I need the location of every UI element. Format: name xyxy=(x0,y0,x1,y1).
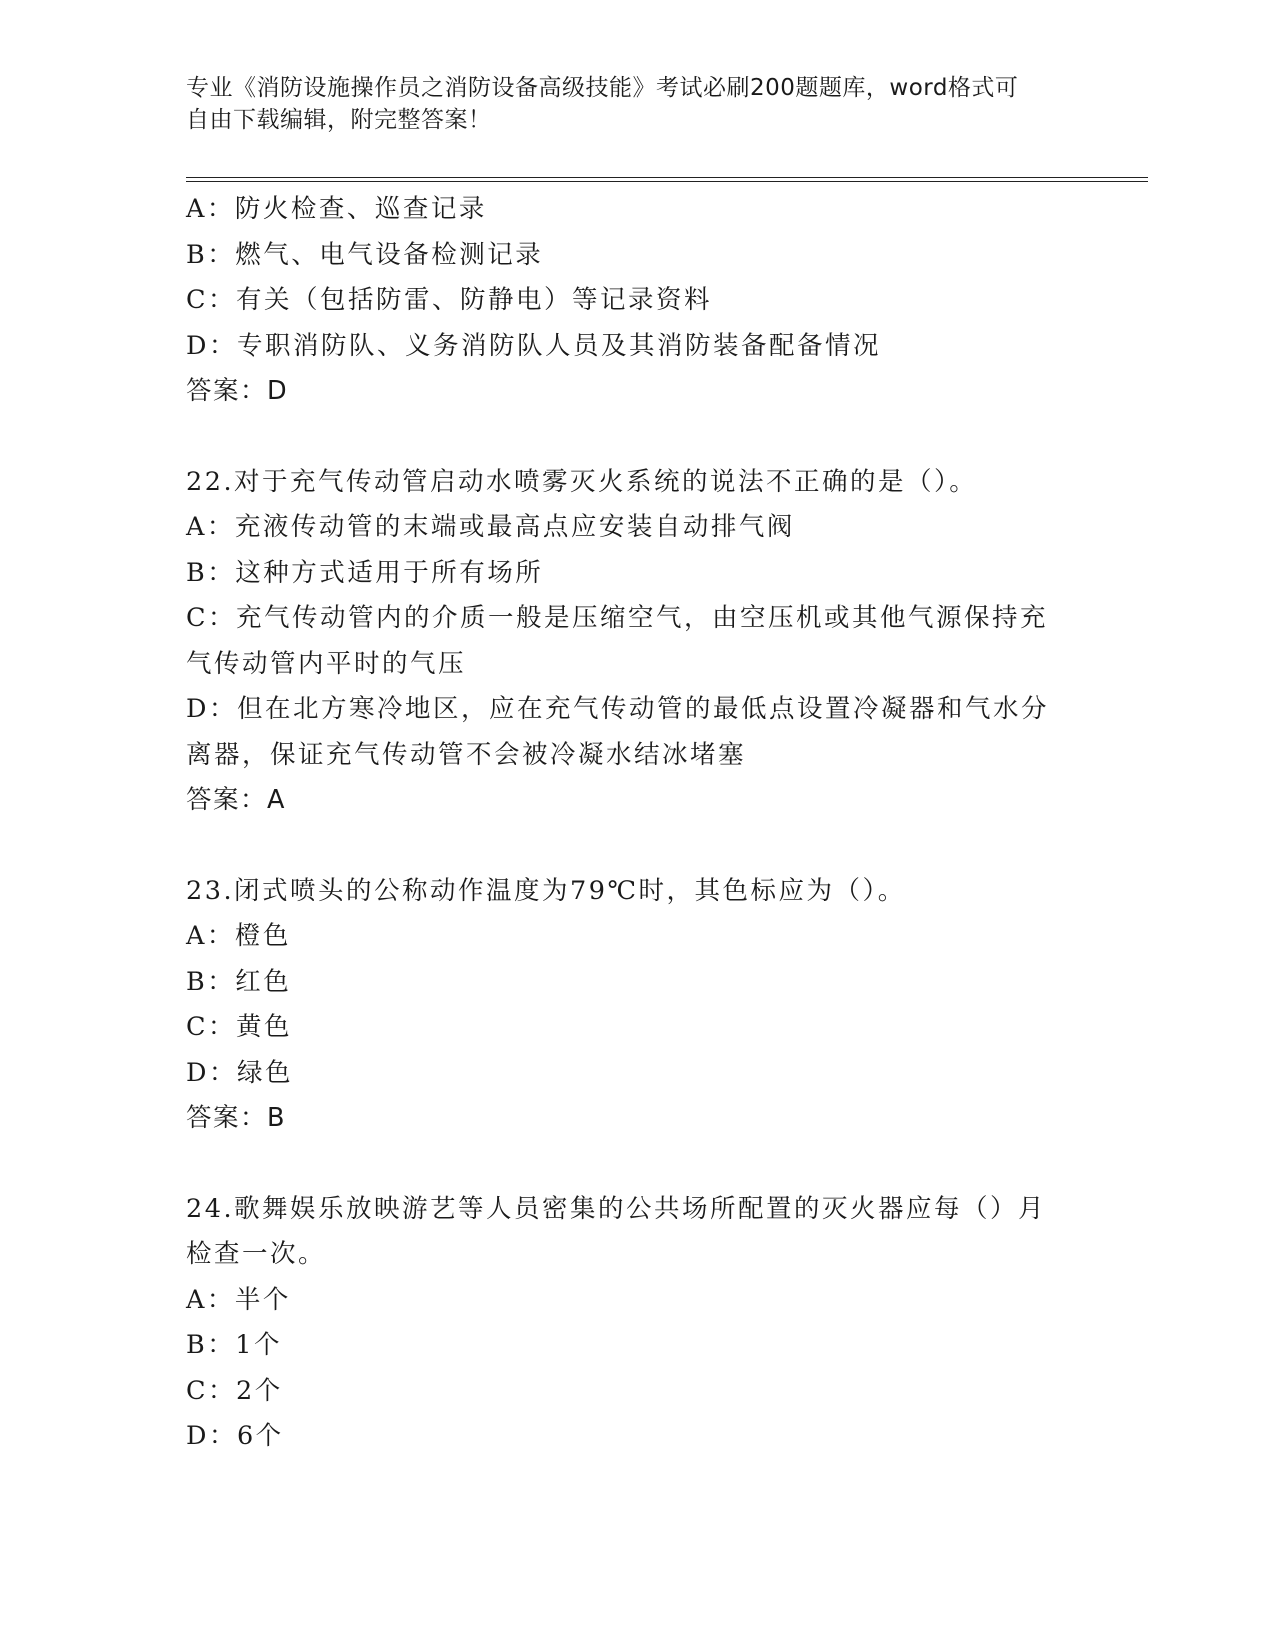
q22-question: 22.对于充气传动管启动水喷雾灭火系统的说法不正确的是（）。 xyxy=(186,466,978,497)
header-line-1: 专业《消防设施操作员之消防设备高级技能》考试必刷200题题库，word格式可 xyxy=(186,75,1019,101)
question-22-block xyxy=(186,460,1086,824)
q23-option-d: D：绿色 xyxy=(186,1057,293,1088)
q21-option-d: D：专职消防队、义务消防队人员及其消防装备配备情况 xyxy=(186,330,881,361)
question-list xyxy=(186,187,1086,1460)
q22-option-c-line-1: C：充气传动管内的介质一般是压缩空气，由空压机或其他气源保持充 xyxy=(186,603,1049,633)
document-header xyxy=(186,72,1066,136)
q21-option-a: A：防火检查、巡查记录 xyxy=(186,194,487,224)
q23-option-b: B：红色 xyxy=(186,966,292,997)
spacer xyxy=(186,824,1086,869)
q23-option-a: A：橙色 xyxy=(186,921,291,951)
q22-option-d-line-1: D：但在北方寒冷地区，应在充气传动管的最低点设置冷凝器和气水分 xyxy=(186,694,1049,724)
q24-question-line-1: 24.歌舞娱乐放映游艺等人员密集的公共场所配置的灭火器应每（）月 xyxy=(186,1193,1047,1224)
spacer xyxy=(186,415,1086,460)
q22-answer: 答案：A xyxy=(186,785,286,815)
header-line-2: 自由下载编辑，附完整答案！ xyxy=(186,107,492,133)
question-21-block xyxy=(186,187,1086,415)
q23-answer: 答案：B xyxy=(186,1103,286,1133)
q24-question-line-2: 检查一次。 xyxy=(186,1239,327,1269)
q22-option-c-line-2: 气传动管内平时的气压 xyxy=(186,648,467,679)
q22-option-d-line-2: 离器，保证充气传动管不会被冷凝水结冰堵塞 xyxy=(186,739,747,770)
q22-option-a: A：充液传动管的末端或最高点应安装自动排气阀 xyxy=(186,512,795,542)
question-24-block xyxy=(186,1187,1086,1460)
q21-option-b: B：燃气、电气设备检测记录 xyxy=(186,239,544,270)
question-23-block xyxy=(186,869,1086,1142)
q24-option-d: D：6个 xyxy=(186,1421,284,1451)
q24-option-b: B：1个 xyxy=(186,1330,282,1360)
q23-question: 23.闭式喷头的公称动作温度为79℃时，其色标应为（）。 xyxy=(186,875,906,906)
q24-option-a: A：半个 xyxy=(186,1284,291,1315)
header-rule-top xyxy=(186,177,1148,178)
q21-option-c: C：有关（包括防雷、防静电）等记录资料 xyxy=(186,285,713,315)
spacer xyxy=(186,1142,1086,1187)
q23-option-c: C：黄色 xyxy=(186,1012,293,1042)
header-rule-bottom xyxy=(186,181,1148,182)
q22-option-b: B：这种方式适用于所有场所 xyxy=(186,557,544,588)
q24-option-c: C：2个 xyxy=(186,1375,283,1406)
q21-answer: 答案：D xyxy=(186,376,289,406)
